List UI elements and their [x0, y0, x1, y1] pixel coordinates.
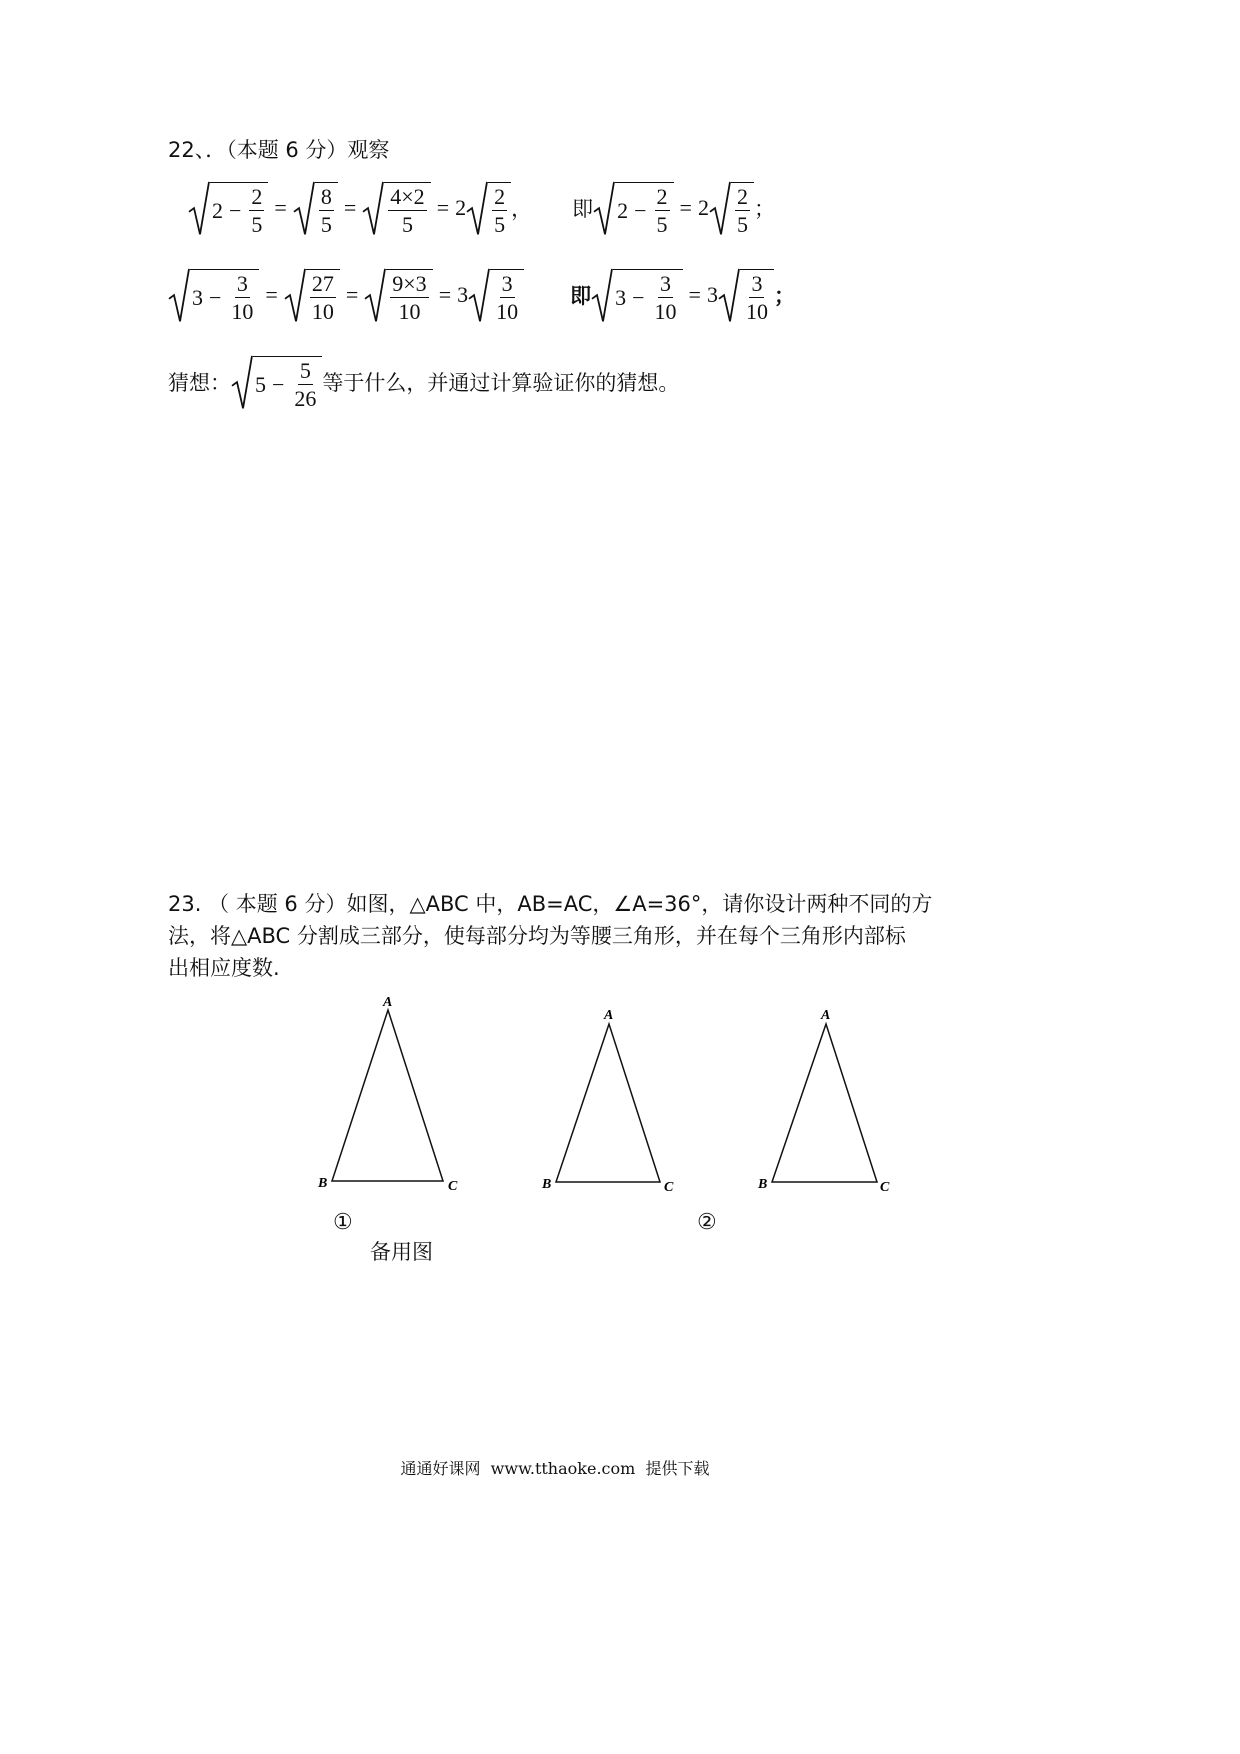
coefficient: 2 — [697, 195, 709, 220]
punctuation: ， — [511, 197, 533, 221]
term: 2 — [212, 197, 223, 223]
spare-figure-caption: 备用图 — [370, 1240, 433, 1264]
equals: = — [265, 282, 278, 307]
punctuation: ； — [773, 284, 795, 308]
fraction: $\frac{2}{5}$ — [736, 183, 748, 237]
vertex-label-b: B — [542, 1177, 552, 1192]
q23-line-2: 法，将△ABC 分割成三部分，使每部分均为等腰三角形，并在每个三角形内部标 — [168, 924, 906, 948]
triangle-1 — [332, 1010, 443, 1181]
guess-question: 等于什么，并通过计算验证你的猜想。 — [322, 371, 680, 395]
triangle-2 — [556, 1024, 660, 1182]
figure-mark-2: ② — [697, 1210, 717, 1235]
equals: = — [688, 282, 701, 307]
sqrt-expression: 3 − $\frac{3}{10}$ — [168, 267, 259, 323]
fraction: $\frac{8}{5}$ — [320, 183, 332, 237]
coefficient: 2 — [455, 195, 467, 220]
fraction: $\frac{9\times 3}{10}$ — [392, 270, 427, 324]
fraction: $\frac{27}{10}$ — [311, 270, 334, 324]
fraction: $\frac{3}{10}$ — [496, 270, 519, 324]
fraction: $\frac{4\times 2}{5}$ — [390, 183, 425, 237]
equals: = — [438, 282, 452, 307]
operator: − — [229, 197, 242, 223]
equals: = — [343, 195, 357, 220]
coefficient: 3 — [706, 282, 718, 307]
sqrt-expression: 3 − $\frac{3}{10}$ — [591, 267, 682, 323]
fraction: $\frac{3}{10}$ — [654, 270, 677, 324]
ji-label: 即 — [572, 197, 594, 221]
q23-line-1: 23. （ 本题 6 分）如图，△ABC 中，AB=AC，∠A=36°，请你设计两种不同的方 — [168, 892, 933, 916]
fraction: $\frac{3}{10}$ — [745, 270, 768, 324]
coefficient: 3 — [457, 282, 469, 307]
fraction: $\frac{2}{5}$ — [656, 183, 668, 237]
vertex-label-a: A — [383, 995, 393, 1010]
equals: = — [679, 195, 692, 220]
equals: = — [436, 195, 450, 220]
fraction: $\frac{2}{5}$ — [251, 183, 263, 237]
ji-label: 即 — [570, 284, 592, 308]
vertex-label-a: A — [604, 1008, 614, 1023]
equals: = — [345, 282, 359, 307]
punctuation: ； — [753, 197, 775, 221]
sqrt-expression: 2 − $\frac{2}{5}$ — [593, 180, 673, 236]
fraction: $\frac{2}{5}$ — [494, 183, 506, 237]
vertex-label-c: C — [448, 1179, 458, 1194]
guess-label: 猜想： — [168, 371, 231, 395]
vertex-label-b: B — [758, 1177, 768, 1192]
q22-heading: 22、．（本题 6 分）观察 — [168, 138, 390, 162]
equals: = — [274, 195, 287, 220]
vertex-label-c: C — [664, 1180, 674, 1195]
triangle-3 — [772, 1024, 877, 1182]
vertex-label-c: C — [880, 1180, 890, 1195]
vertex-label-a: A — [821, 1008, 831, 1023]
figure-mark-1: ① — [333, 1210, 353, 1235]
fraction: $\frac{3}{10}$ — [231, 270, 254, 324]
fraction: $\frac{5}{26}$ — [294, 357, 317, 411]
page-footer: 通通好课网 www.tthaoke.com 提供下载 — [400, 1459, 710, 1478]
sqrt-expression: 5 − $\frac{5}{26}$ — [231, 354, 322, 410]
q23-line-3: 出相应度数. — [168, 956, 280, 980]
vertex-label-b: B — [318, 1176, 328, 1191]
